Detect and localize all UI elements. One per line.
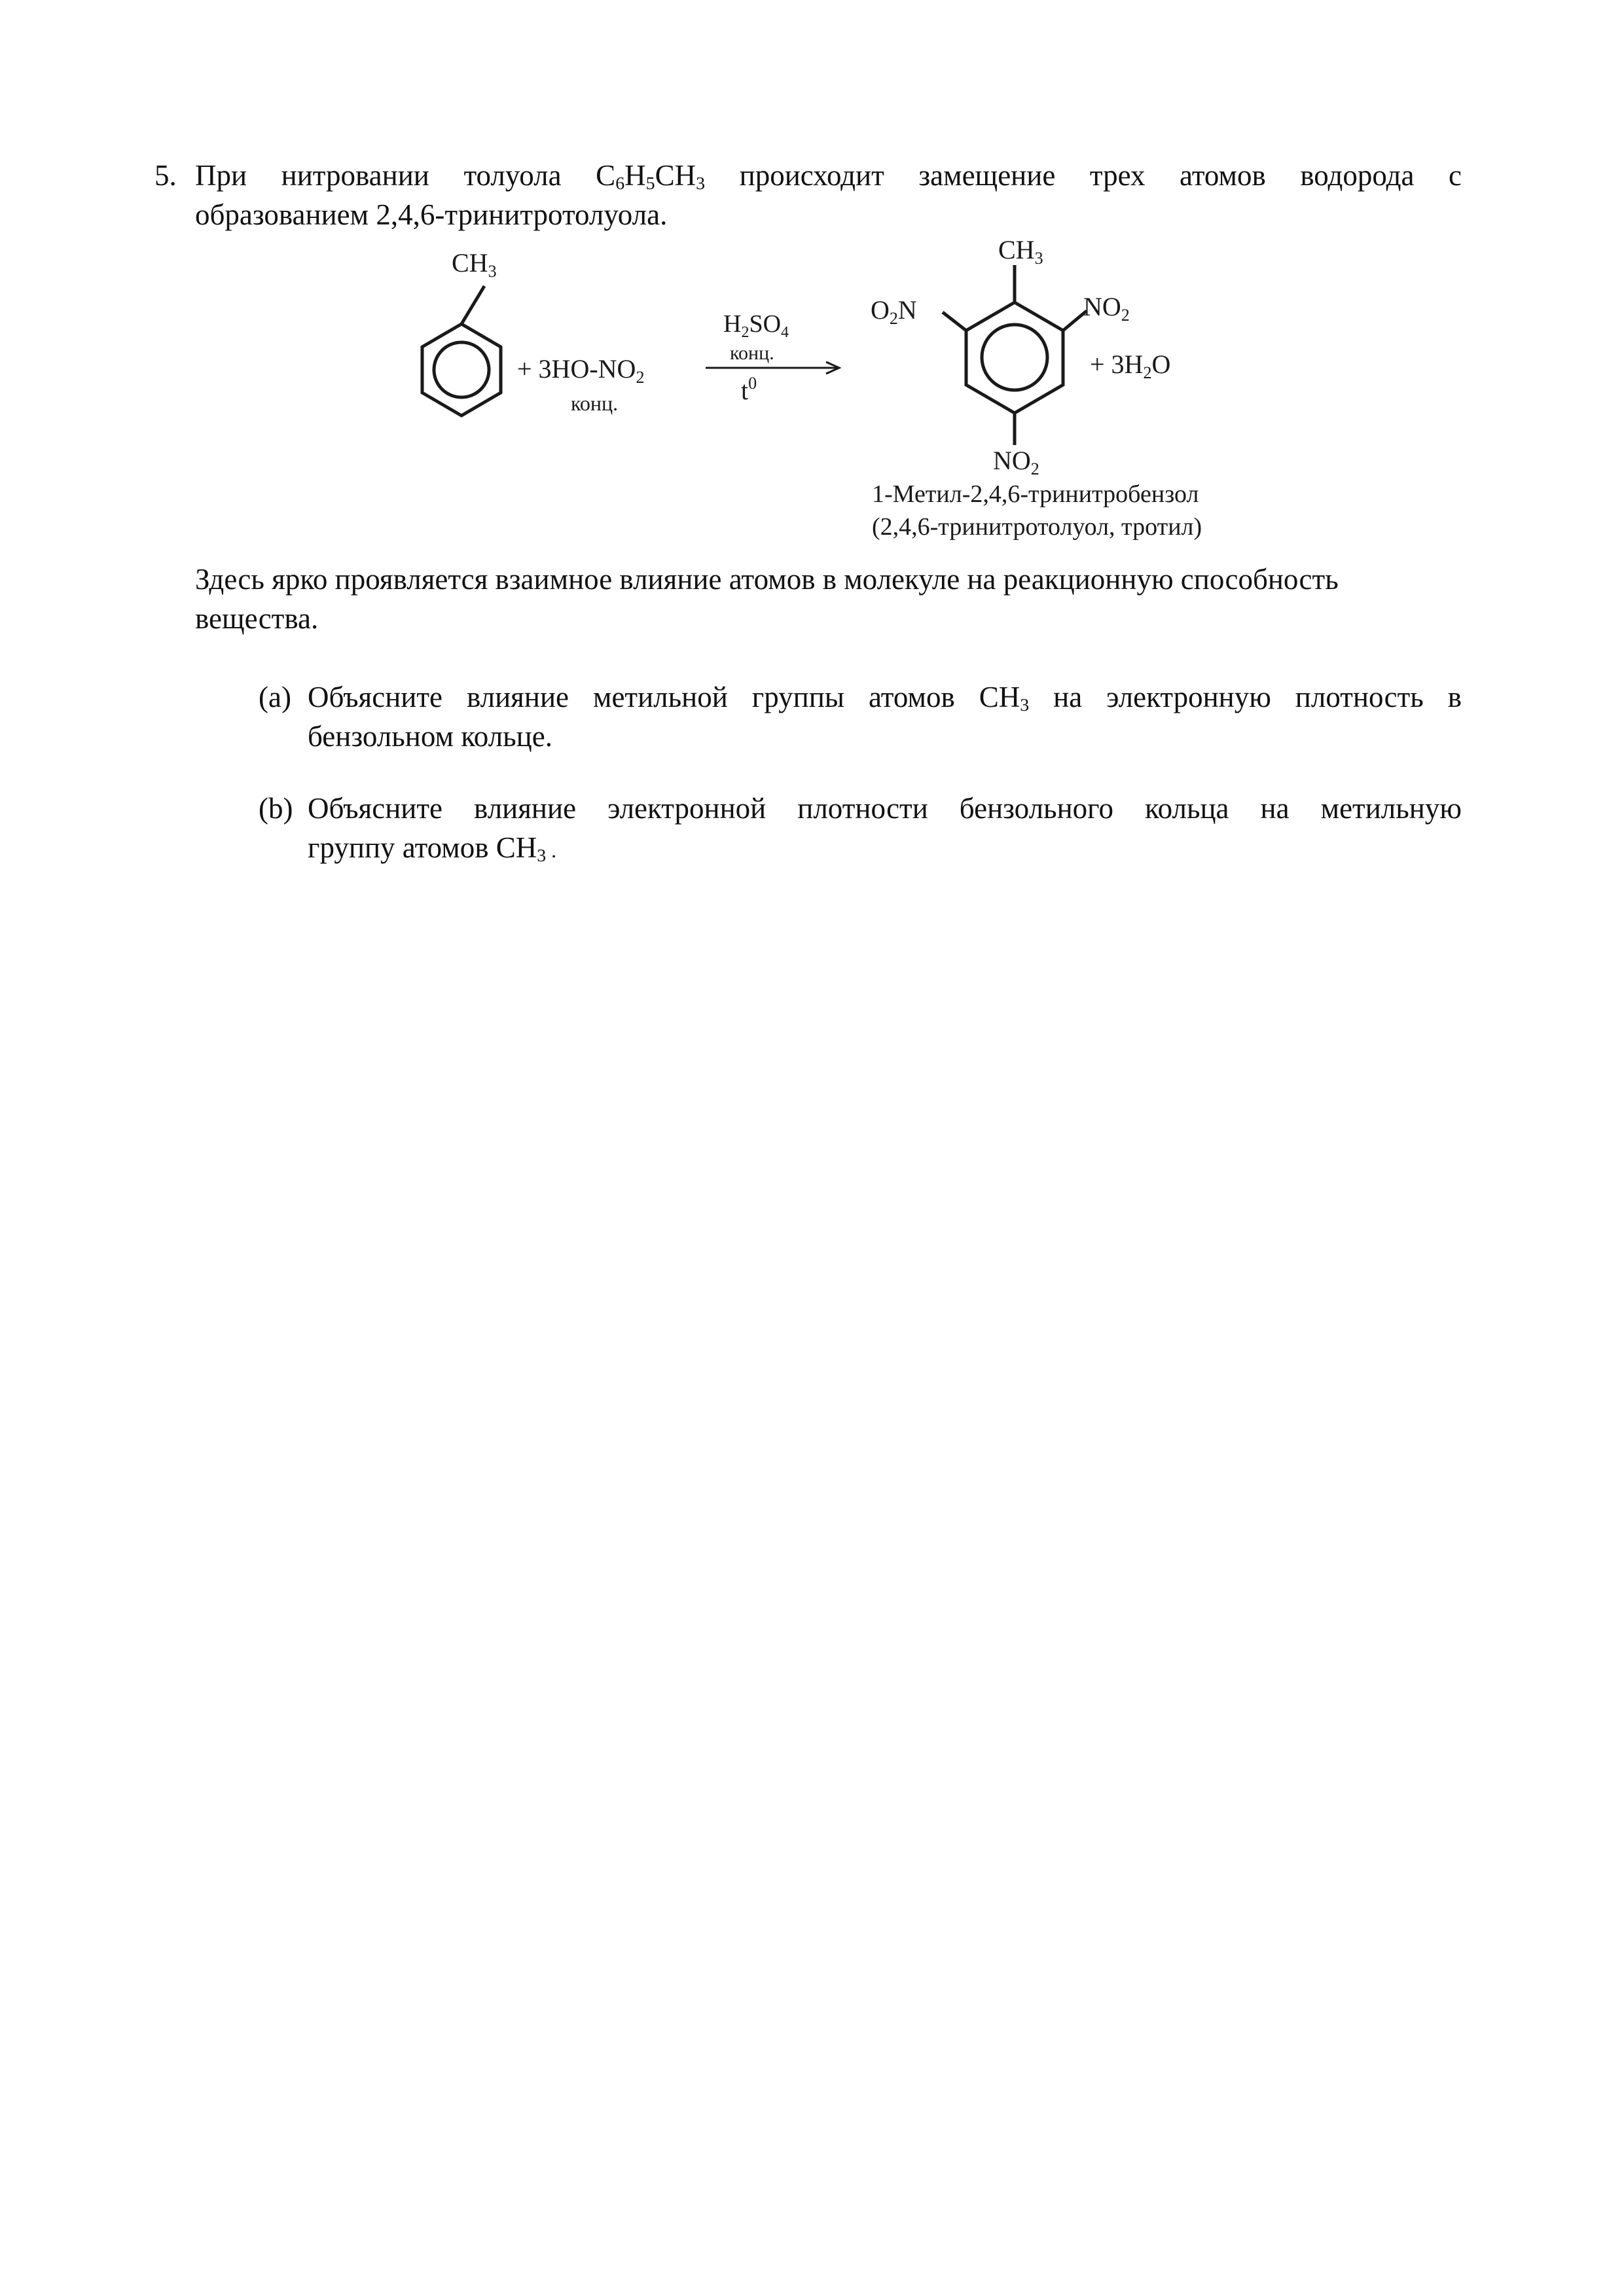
reagent-label: + $3HO-NO_2$ bbox=[517, 354, 645, 387]
catalyst-note: конц. bbox=[730, 342, 774, 364]
part-a-line-1: Объясните влияние метильной группы атомов $CH_3$ на электронную плотность в bbox=[308, 681, 1462, 716]
part-a-label: (a) bbox=[259, 681, 291, 713]
tnt-left-nitro-label: $O_2N$ bbox=[871, 295, 917, 328]
product-name-line-1: 1-Метил-2,4,6-тринитробензол bbox=[872, 480, 1199, 508]
toluene-structure bbox=[422, 286, 501, 416]
tnt-methyl-label: $CH_3$ bbox=[998, 235, 1043, 268]
trinitrotoluene-structure bbox=[943, 265, 1087, 445]
tnt-right-nitro-label: $NO_2$ bbox=[1083, 292, 1130, 325]
explanation-line-2: вещества. bbox=[195, 602, 319, 635]
part-b-line-2: группу атомов $CH_3$ . bbox=[308, 831, 556, 867]
part-a-line-2: бензольном кольце. bbox=[308, 720, 552, 753]
catalyst-label: $H_2SO_4$ bbox=[723, 310, 789, 341]
part-b-line-1: Объясните влияние электронной плотности бензольного кольца на метильную bbox=[308, 792, 1462, 825]
reagent-note: конц. bbox=[571, 391, 619, 415]
toluene-methyl-label: $CH_3$ bbox=[452, 248, 497, 281]
intro-line-2: образованием 2,4,6-тринитротолуола. bbox=[195, 198, 668, 231]
nitration-reaction-scheme bbox=[386, 232, 1303, 573]
part-b-label: (b) bbox=[259, 792, 293, 825]
tnt-bottom-nitro-label: $NO_2$ bbox=[993, 446, 1039, 478]
temperature-condition: $t^0$ bbox=[741, 374, 757, 405]
product-name-line-2: (2,4,6-тринитротолуол, тротил) bbox=[872, 513, 1202, 541]
byproduct-water-label: + $3H_2O$ bbox=[1090, 350, 1171, 382]
explanation-line-1: Здесь ярко проявляется взаимное влияние атомов в молекуле на реакционную способность bbox=[195, 563, 1339, 596]
intro-line-1: При нитровании толуола $C_6H_5CH_3$ происходит замещение трех атомов водорода с bbox=[195, 159, 1462, 194]
question-number: 5. bbox=[154, 159, 177, 192]
